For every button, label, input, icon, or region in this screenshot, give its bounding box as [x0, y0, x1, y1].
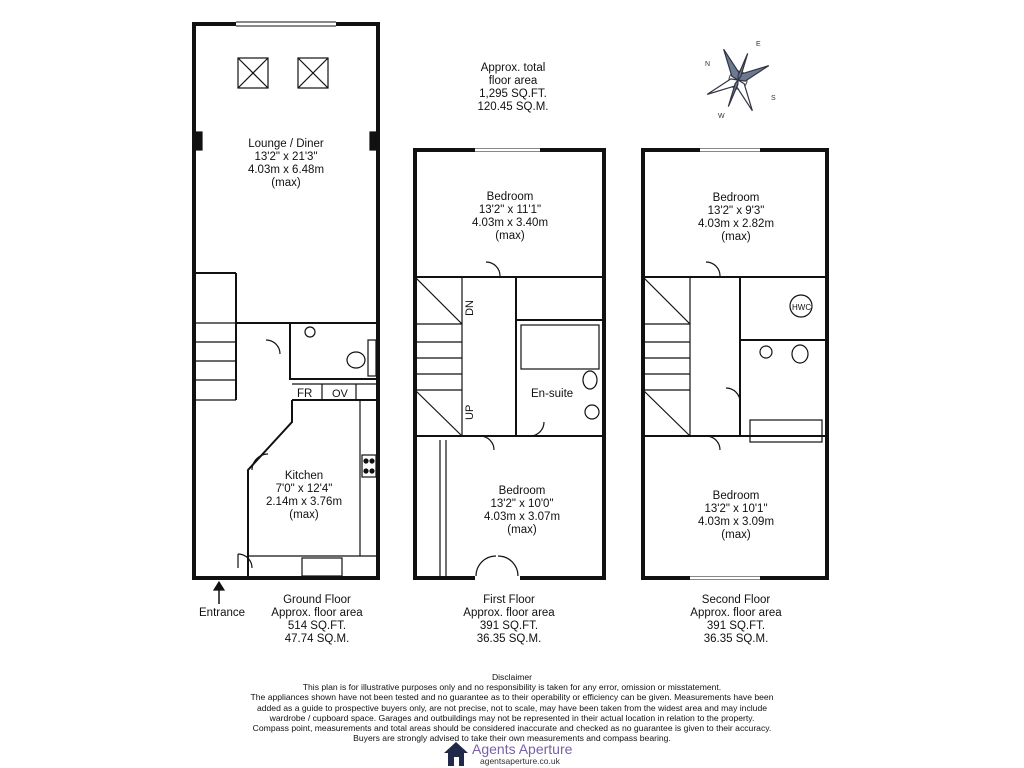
room-note: (max) [721, 231, 751, 243]
room-note: (max) [721, 529, 751, 541]
room-metric: 4.03m x 3.09m [697, 516, 775, 528]
room-second-bedroom-top [686, 192, 786, 244]
disclaimer-line: added as a guide to prospective buyers only, are not precise, not to scale, may have been taken from the widest area and may include [256, 702, 768, 713]
floor-area-sqft: 514 SQ.FT. [287, 620, 347, 632]
floor-title: Second Floor [701, 594, 771, 606]
compass-e-label: E [756, 41, 761, 48]
fridge-label: FR [297, 388, 313, 400]
compass-s-label: S [771, 95, 776, 102]
floor-area-sqft: 391 SQ.FT. [479, 620, 539, 632]
disclaimer-line: wardrobe / cupboard space. Garages and outbuildings may not be represented in their actual location in relation to the property. [269, 712, 755, 723]
disclaimer [200, 672, 824, 743]
entrance-arrow [214, 582, 224, 604]
room-first-bedroom-bottom [472, 485, 572, 537]
room-imperial: 13'2" x 10'0" [490, 498, 554, 510]
entrance-label: Entrance [199, 607, 246, 619]
room-imperial: 13'2" x 10'1" [704, 503, 768, 515]
hwc-label: HWC [792, 303, 812, 312]
floor-area-sqft: 391 SQ.FT. [706, 620, 766, 632]
oven-label: OV [332, 388, 348, 400]
floor-title: Ground Floor [283, 594, 351, 606]
room-name: Bedroom [712, 490, 760, 502]
room-second-bedroom-bottom [686, 490, 786, 542]
room-name: Kitchen [284, 470, 324, 482]
ground-floor-caption [262, 594, 372, 646]
room-name: Bedroom [486, 191, 534, 203]
floor-area-sqm: 36.35 SQ.M. [703, 633, 769, 645]
room-note: (max) [495, 230, 525, 242]
room-imperial: 13'2" x 9'3" [707, 205, 765, 217]
disclaimer-title: Disclaimer [491, 672, 533, 682]
room-name: Lounge / Diner [248, 138, 324, 150]
room-lounge-diner [236, 138, 336, 190]
compass-w-label: W [718, 113, 725, 120]
first-floor-caption [454, 594, 564, 646]
total-area-label [468, 62, 558, 114]
room-imperial: 13'2" x 11'1" [478, 204, 542, 216]
total-area-line1: Approx. total [480, 62, 546, 74]
floor-area-sqm: 47.74 SQ.M. [284, 633, 350, 645]
room-name: Bedroom [712, 192, 760, 204]
room-note: (max) [289, 509, 319, 521]
floor-title: First Floor [483, 594, 535, 606]
total-area-sqft: 1,295 SQ.FT. [479, 88, 547, 100]
room-metric: 2.14m x 3.76m [265, 496, 343, 508]
room-note: (max) [271, 177, 301, 189]
disclaimer-line: Compass point, measurements and total areas should be considered inaccurate and checked as no guarantee is given to their accuracy. [252, 723, 772, 734]
floor-area-label: Approx. floor area [271, 607, 363, 619]
floor-area-sqm: 36.35 SQ.M. [476, 633, 542, 645]
room-first-bedroom-top [460, 191, 560, 243]
second-floor-caption [681, 594, 791, 646]
room-imperial: 7'0" x 12'4" [275, 483, 333, 495]
room-imperial: 13'2" x 21'3" [254, 151, 318, 163]
brand-url: agentsaperture.co.uk [480, 756, 560, 766]
compass-rose [693, 35, 783, 125]
disclaimer-line: Buyers are strongly advised to take their own measurements and compass bearing. [353, 733, 671, 744]
disclaimer-line: This plan is for illustrative purposes only and no responsibility is taken for any error, omission or misstatement. [302, 682, 722, 693]
room-note: (max) [507, 524, 537, 536]
room-kitchen [258, 470, 350, 522]
total-area-line2: floor area [488, 75, 538, 87]
stair-up-label: UP [464, 404, 476, 420]
brand-logo [442, 740, 592, 768]
room-metric: 4.03m x 2.82m [697, 218, 775, 230]
compass-n-label: N [705, 61, 711, 68]
room-metric: 4.03m x 3.40m [471, 217, 549, 229]
room-ensuite: En-suite [531, 388, 574, 400]
floor-area-label: Approx. floor area [463, 607, 555, 619]
disclaimer-line: The appliances shown have not been tested and no guarantee as to their operability or efficiency can be given. Measurements have been [250, 692, 774, 703]
floor-area-label: Approx. floor area [690, 607, 782, 619]
room-name: Bedroom [498, 485, 546, 497]
brand-name: Agents Aperture [472, 741, 573, 757]
stair-down-label: DN [464, 300, 476, 316]
room-metric: 4.03m x 3.07m [483, 511, 561, 523]
room-metric: 4.03m x 6.48m [247, 164, 325, 176]
total-area-sqm: 120.45 SQ.M. [477, 101, 549, 113]
